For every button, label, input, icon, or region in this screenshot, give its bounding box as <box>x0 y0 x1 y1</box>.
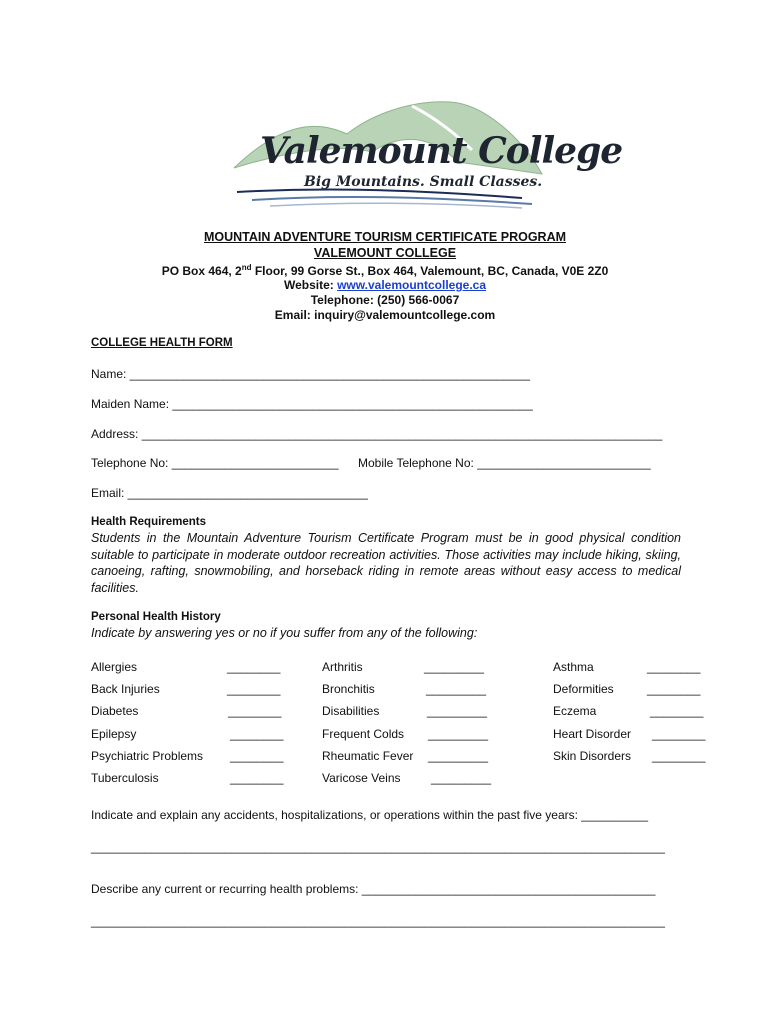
email-field[interactable]: Email: ____________________________________ <box>91 486 368 500</box>
condition-answer-blank[interactable]: ________ <box>230 771 284 785</box>
mobile-telephone-field[interactable]: Mobile Telephone No: __________________________ <box>358 456 651 470</box>
condition-label: Varicose Veins <box>322 771 401 785</box>
condition-label: Tuberculosis <box>91 771 159 785</box>
health-history-instruction: Indicate by answering yes or no if you suffer from any of the following: <box>91 626 478 640</box>
condition-answer-blank[interactable]: _________ <box>428 749 489 763</box>
condition-answer-blank[interactable]: _________ <box>426 682 487 696</box>
condition-answer-blank[interactable]: _________ <box>428 727 489 741</box>
condition-answer-blank[interactable]: ________ <box>652 727 706 741</box>
college-address <box>0 263 770 278</box>
condition-label: Rheumatic Fever <box>322 749 414 763</box>
condition-label: Deformities <box>553 682 614 696</box>
address-text-start: PO Box 464, 2 <box>161 264 242 278</box>
health-problems-question[interactable]: Describe any current or recurring health problems: ____________________________________________ <box>91 882 656 896</box>
address-superscript: nd <box>241 263 252 272</box>
condition-answer-blank[interactable]: _________ <box>424 660 485 674</box>
logo-name: Valemount College <box>260 130 623 172</box>
health-requirements-heading: Health Requirements <box>91 516 207 528</box>
condition-answer-blank[interactable]: ________ <box>227 682 281 696</box>
condition-label: Heart Disorder <box>553 727 632 741</box>
condition-answer-blank[interactable]: ________ <box>228 704 282 718</box>
address-text-end: Floor, 99 Gorse St., Box 464, Valemount, BC, Canada, V0E 2Z0 <box>251 264 609 278</box>
condition-label: Disabilities <box>322 704 380 718</box>
condition-label: Eczema <box>553 704 597 718</box>
logo-tagline: Big Mountains. Small Classes. <box>304 174 543 190</box>
condition-answer-blank[interactable]: ________ <box>227 660 281 674</box>
program-title: MOUNTAIN ADVENTURE TOURISM CERTIFICATE PROGRAM <box>203 230 567 244</box>
college-telephone: Telephone: (250) 566-0067 <box>310 293 460 307</box>
condition-answer-blank[interactable]: _________ <box>431 771 492 785</box>
condition-label: Frequent Colds <box>322 727 405 741</box>
condition-answer-blank[interactable]: ________ <box>230 727 284 741</box>
condition-label: Arthritis <box>322 660 363 674</box>
website-label: Website: <box>283 278 338 292</box>
condition-answer-blank[interactable]: ________ <box>647 682 701 696</box>
accidents-answer-line[interactable]: ______________________________________________________________________________________ <box>91 840 665 854</box>
form-title: COLLEGE HEALTH FORM <box>91 337 233 349</box>
condition-label: Allergies <box>91 660 138 674</box>
condition-label: Back Injuries <box>91 682 160 696</box>
website-link[interactable]: www.valemountcollege.ca <box>337 278 487 292</box>
address-field[interactable]: Address: ______________________________________________________________________________ <box>91 427 663 441</box>
condition-label: Skin Disorders <box>553 749 632 763</box>
health-problems-answer-line[interactable]: ______________________________________________________________________________________ <box>91 914 665 928</box>
name-field[interactable]: Name: ____________________________________________________________ <box>91 367 531 381</box>
college-website <box>0 278 770 292</box>
condition-answer-blank[interactable]: ________ <box>652 749 706 763</box>
health-requirements-text: Students in the Mountain Adventure Tourism Certificate Program must be in good physical condition suitable to participate in moderate outdoor recreation activities. Those activities may include hiking, skiing, canoeing, rafting, snowmobiling, and horseback riding in remote areas without easy access to medical facilities. <box>91 531 681 595</box>
condition-answer-blank[interactable]: ________ <box>650 704 704 718</box>
condition-label: Asthma <box>553 660 594 674</box>
condition-label: Diabetes <box>91 704 139 718</box>
condition-label: Bronchitis <box>322 682 375 696</box>
condition-label: Psychiatric Problems <box>91 749 204 763</box>
condition-label: Epilepsy <box>91 727 137 741</box>
college-email: Email: inquiry@valemountcollege.com <box>274 308 496 322</box>
college-logo <box>222 92 623 214</box>
college-name: VALEMOUNT COLLEGE <box>313 246 457 260</box>
maiden-name-field[interactable]: Maiden Name: ______________________________________________________ <box>91 397 533 411</box>
personal-health-history-heading: Personal Health History <box>91 611 221 623</box>
accidents-question[interactable]: Indicate and explain any accidents, hospitalizations, or operations within the past five years: __________ <box>91 808 649 822</box>
telephone-field[interactable]: Telephone No: _________________________ <box>91 456 339 470</box>
condition-answer-blank[interactable]: _________ <box>427 704 488 718</box>
condition-answer-blank[interactable]: ________ <box>230 749 284 763</box>
condition-answer-blank[interactable]: ________ <box>647 660 701 674</box>
